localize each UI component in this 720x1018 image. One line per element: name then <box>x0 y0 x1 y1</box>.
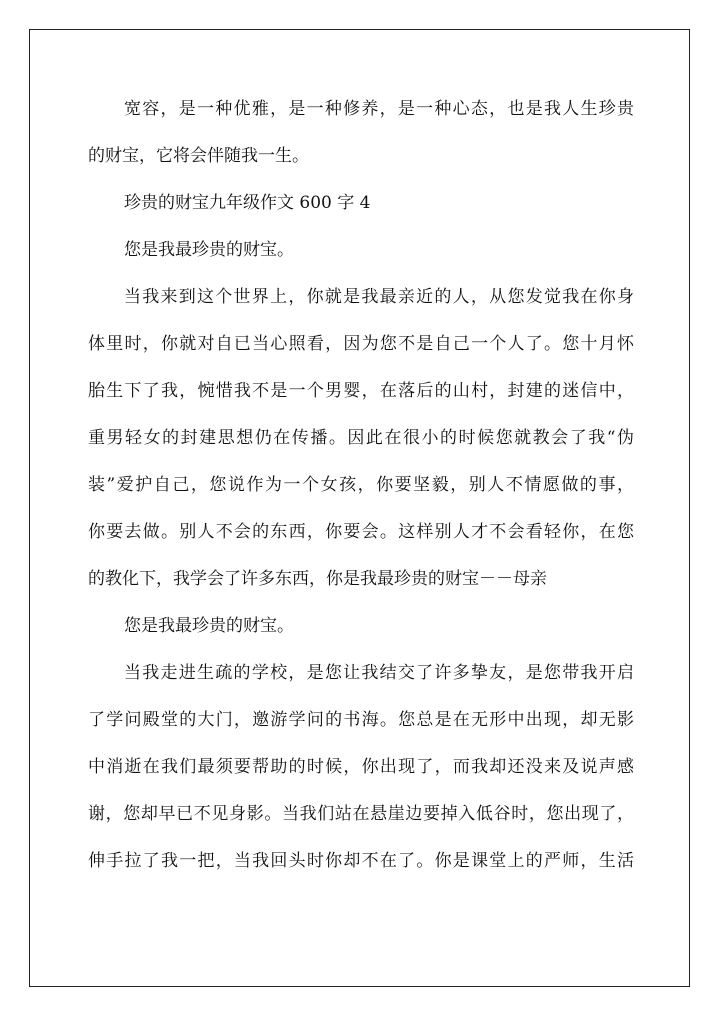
text-line <box>88 374 634 421</box>
text-line <box>88 703 634 750</box>
line-text: 您是我最珍贵的财宝。 <box>124 616 294 636</box>
line-text: 了学问殿堂的大门，邀游学问的书海。您总是在无形中出现，却无影 <box>88 710 634 730</box>
line-text: 的财宝，它将会伴随我一生。 <box>88 146 309 166</box>
document-body <box>88 92 634 891</box>
text-line <box>88 844 634 891</box>
text-line <box>88 515 634 562</box>
line-text: 谢，您却早已不见身影。当我们站在悬崖边要掉入低谷时，您出现了， <box>88 804 634 824</box>
text-line <box>88 421 634 468</box>
line-text: 的教化下，我学会了许多东西，你是我最珍贵的财宝－－母亲 <box>88 569 547 589</box>
line-text: 重男轻女的封建思想仍在传播。因此在很小的时候您就教会了我“伪 <box>88 428 634 448</box>
text-line <box>88 280 634 327</box>
line-text: 伸手拉了我一把，当我回头时你却不在了。你是课堂上的严师，生活 <box>88 851 634 871</box>
text-line <box>88 609 634 656</box>
text-line <box>88 92 634 139</box>
text-line <box>88 468 634 515</box>
text-line <box>88 233 634 280</box>
text-line <box>88 327 634 374</box>
line-text: 装”爱护自己，您说作为一个女孩，你要坚毅，别人不情愿做的事， <box>88 475 634 495</box>
text-line <box>88 139 634 186</box>
heading-text: 珍贵的财宝九年级作文 600 字 4 <box>124 193 371 213</box>
text-line <box>88 562 634 609</box>
line-text: 当我来到这个世界上，你就是我最亲近的人，从您发觉我在你身 <box>124 287 634 307</box>
text-line <box>88 797 634 844</box>
section-heading <box>88 186 634 233</box>
line-text: 你要去做。别人不会的东西，你要会。这样别人才不会看轻你，在您 <box>88 522 634 542</box>
line-text: 当我走进生疏的学校，是您让我结交了许多挚友，是您带我开启 <box>124 663 634 683</box>
line-text: 宽容，是一种优雅，是一种修养，是一种心态，也是我人生珍贵 <box>124 99 634 119</box>
line-text: 体里时，你就对自已当心照看，因为您不是自己一个人了。您十月怀 <box>88 334 634 354</box>
line-text: 胎生下了我，惋惜我不是一个男婴，在落后的山村，封建的迷信中， <box>88 381 634 401</box>
line-text: 中消逝在我们最须要帮助的时候，你出现了，而我却还没来及说声感 <box>88 757 634 777</box>
text-line <box>88 750 634 797</box>
line-text: 您是我最珍贵的财宝。 <box>124 240 294 260</box>
text-line <box>88 656 634 703</box>
